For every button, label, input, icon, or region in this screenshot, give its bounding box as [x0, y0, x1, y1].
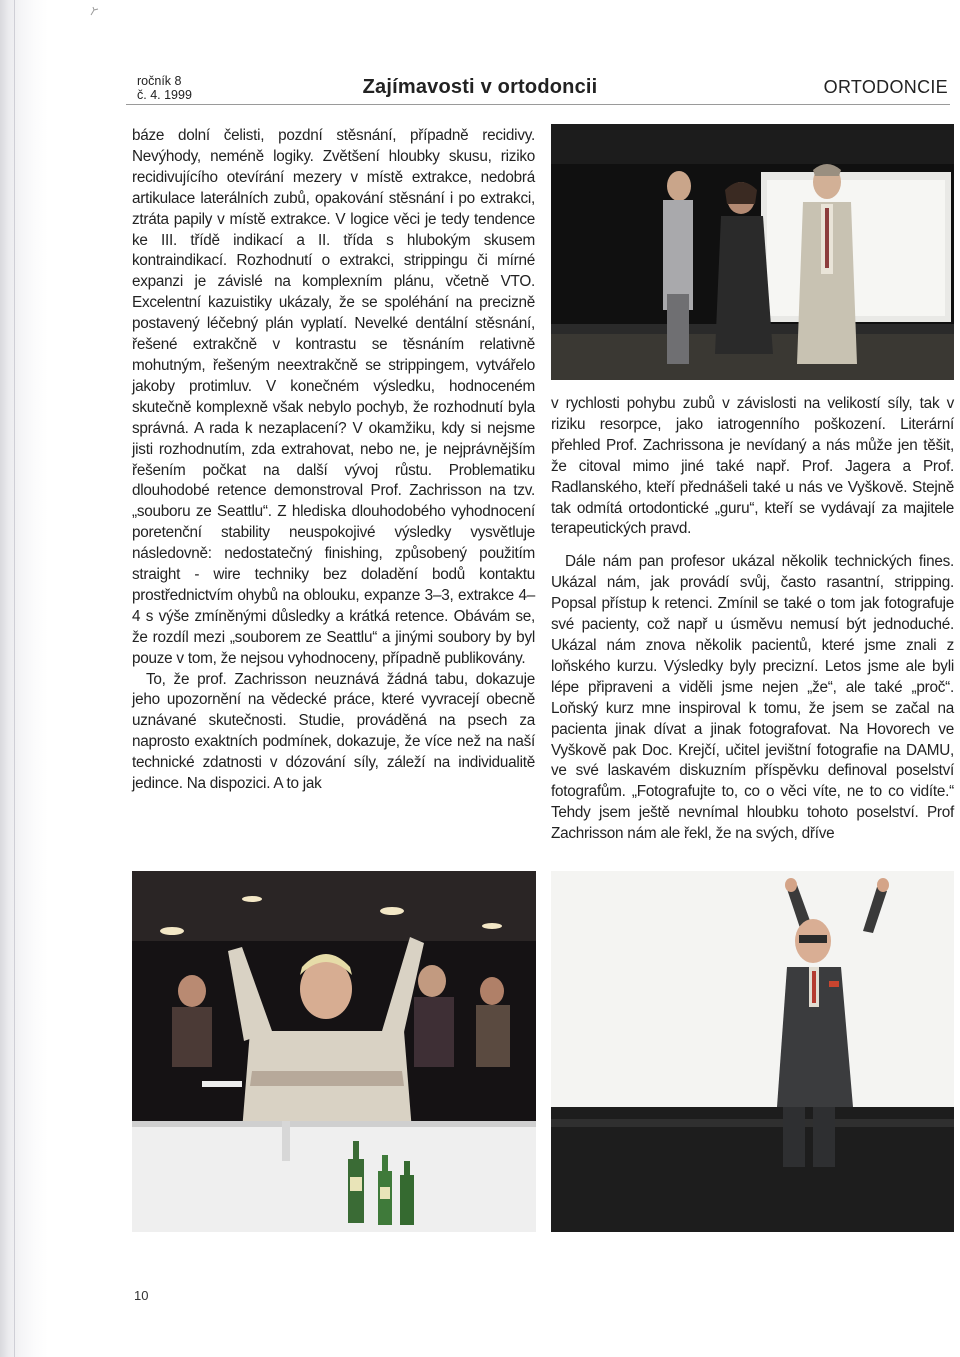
scanned-page-edge	[0, 0, 48, 1357]
section-name: ORTODONCIE	[823, 77, 948, 97]
photo-speakers-on-stage	[551, 124, 954, 380]
paragraph: báze dolní čelisti, pozdní stěsnání, případně recidivy. Nevýhody, neméně logiky. Zvětšení hloubky skusu, riziko recidivujícího otevírání mezery v místě extrakce, nedobrá artikulace laterálních zubů, opakování stěsnání i po extrakci, ztráta papily v místě extrakce. V logice věci je tedy tendence ke III. třídě indikací a II. třída s hlubokým skusem kontraindikací. Rozhodnutí o extrakci, strippingu či mírné expanzi je závislé na komplexním plánu, včetně VTO. Excelentní kazuistiky ukázaly, že se spoléhání na precizně postavený léčebný plán vyplatí. Nevelké dentální stěsnání, řešené extrakčně v kontrastu se těsnáním relativně mohutným, řešeným neextrakčně se strippingem, vytvářelo jakoby protimluv. V konečném výsledku, hodnoceném skutečně komplexně však nebylo pochyb, že rozhodnutí byla správná. A rada k nezaplacení? V okamžiku, kdy si nejsme jisti rozhodnutím, zda extrahovat, nebo ne, je nejprávnějším řešením počkat na další vývoj růstu. Problematiku dlouhodobé retence demonstroval Prof. Zachrisson na tzv. „souboru ze Seattlu“. Z hlediska dlouhodobého vyhodnocení poretenční stability neuspokojivé výsledky vysvětluje následovně: nedostatečný finishing, způsobený použitím straight - wire techniky bez doladění bodů kontaktu prostřednictvím ohybů na oblouku, expanze 3–3, extrakce 4–4 s výše zmíněnými důsledky a krátká retence. Obávám se, že rozdíl mezi „souborem ze Seattlu“ a jinými soubory by byl pouze v tom, že nejsou vyhodnoceny, případně publikovány.	[132, 127, 535, 667]
photo-professor-gesturing	[551, 871, 954, 1232]
article-column-right	[551, 394, 954, 845]
volume-label: ročník 8	[137, 74, 182, 88]
article-column-left	[132, 126, 535, 795]
issue-date: č. 4. 1999	[137, 88, 192, 102]
page-number: 10	[134, 1288, 149, 1303]
photo-audience-raising-hands	[132, 871, 536, 1232]
paragraph: v rychlosti pohybu zubů v závislosti na velikostí síly, tak v riziku resorpce, jako iatrogenního poškození. Literární přehled Prof. Zachrissona je nevídaný a nás může jen těšit, že citoval mimo jiné také např. Prof. Jagera a Prof. Radlanského, kteří přednášeli také u nás ve Vyškově. Stejně tak odmítá ortodontické „guru“, kteří se vydávají za majitele terapeutických pravd.	[551, 395, 954, 538]
paragraph: To, že prof. Zachrisson neuznává žádná tabu, dokazuje jeho upozornění na vědecké práce, které vyvracejí obecně uznávané skutečnosti. Studie, prováděná na psech za naprosto exaktních podmínek, dokazuje, že více než na naší technické zdatnosti v dózování síly, záleží na individualitě jedince. Na dispozici. A to jak	[132, 670, 535, 793]
paragraph: Dále nám pan profesor ukázal několik technických fines. Ukázal nám, jak provádí svůj, často rasantní, stripping. Popsal přístup k retenci. Zmínil se také o tom jak fotografuje své pacienty, což např u úsměvu nemusí být jednoduché. Ukázal nám znova několik pacientů, které jsme znali z loňského kurzu. Výsledky byly precizní. Letos jsme ale byli lépe připraveni a viděli jsme nejen „že“, ale také „proč“. Loňský kurz mne inspiroval k tomu, že jsem se začal na pacienta jinak dívat a jinak fotografovat. Na Hovorech ve Vyškově pak Doc. Krejčí, učitel jevištní fotografie na DAMU, ve své laskavém diskuzním příspěvku definoval poselství fotografům. „Fotografujte to, co o věci víte, ne to co vidíte.“ Tehdy jsem ještě nevnímal hloubku tohoto poselství. Prof Zachrisson nám ale řekl, že na svých, dříve	[551, 553, 954, 843]
header-rule	[126, 104, 950, 105]
scan-artifact-mark	[88, 4, 102, 18]
running-title: Zajímavosti v ortodoncii	[362, 76, 598, 98]
